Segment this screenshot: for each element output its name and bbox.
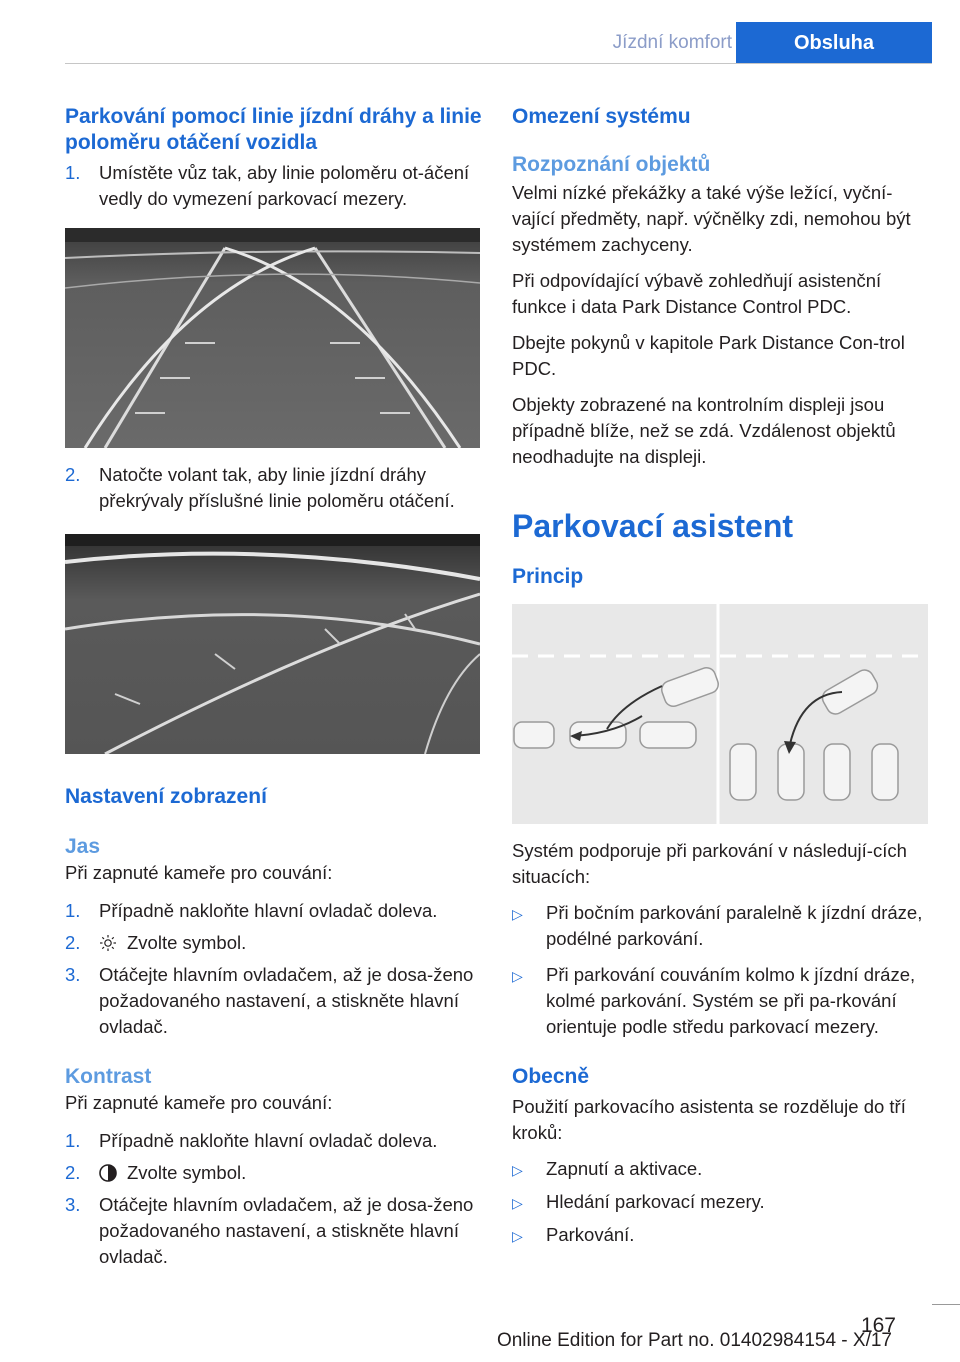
header-divider — [65, 63, 932, 64]
contrast-intro: Při zapnuté kameře pro couvání: — [65, 1092, 333, 1113]
heading-principle: Princip — [512, 565, 584, 588]
footer-divider — [932, 1304, 960, 1305]
general-step-2: ▷ Hledání parkovací mezery. — [512, 1189, 932, 1216]
page-number: 167 — [860, 1314, 896, 1337]
para-pdc: Při odpovídající výbavě zohledňují asistenční funkce i data Park Distance Control PDC. — [512, 270, 882, 317]
heading-system-limits: Omezení systému — [512, 105, 691, 128]
heading-brightness: Jas — [65, 835, 101, 858]
brightness-step-1: 1. Případně nakloňte hlavní ovladač doleva. — [65, 900, 438, 921]
situation-parallel: ▷ Při bočním parkování paralelně k jízdní dráze, podélné parkování. — [512, 900, 932, 952]
left-column — [65, 104, 483, 1270]
situation-perpendicular: ▷ Při parkování couváním kolmo k jízdní dráze, kolmé parkování. Systém se při pa‐rkování orientuje podle středu parkovací mezery. — [512, 962, 932, 1040]
triangle-right-icon: ▷ — [512, 1162, 523, 1178]
brightness-step-2: 2. Zvolte symbol. — [65, 930, 483, 956]
contrast-step-3: 3. Otáčejte hlavním ovladačem, až je dosa‐ženo požadovaného nastavení, a stiskněte hlavní ovladač. — [65, 1194, 474, 1267]
camera-view-overlap-lines — [65, 534, 480, 754]
general-step-3: ▷ Parkování. — [512, 1222, 932, 1249]
para-pdc-chapter: Dbejte pokynů v kapitole Park Distance Con‐trol PDC. — [512, 332, 905, 379]
sun-icon — [99, 930, 117, 956]
heading-contrast: Kontrast — [65, 1065, 152, 1088]
para-display-distance: Objekty zobrazené na kontrolním displeji jsou případně blíže, než se zdá. Vzdálenost objektů neodhadujte na displeji. — [512, 394, 896, 467]
right-column — [512, 104, 932, 1249]
camera-view-radius-lines — [65, 228, 480, 448]
parking-diagram — [512, 604, 928, 824]
camera-image-2 — [65, 534, 480, 754]
para-situations: Systém podporuje při parkování v následují‐cích situacích: — [512, 840, 907, 887]
contrast-step-2: 2. Zvolte symbol. — [65, 1160, 483, 1186]
header-section-title: Jízdní komfort — [612, 32, 732, 53]
heading-parking-assistant: Parkovací asistent — [512, 508, 794, 544]
step-2: 2. Natočte volant tak, aby linie jízdní dráhy překrývaly příslušné linie poloměru otáčení. — [65, 464, 455, 511]
general-step-1: ▷ Zapnutí a aktivace. — [512, 1156, 932, 1183]
heading-parking-lines: Parkování pomocí linie jízdní dráhy a linie poloměru otáčení vozidla — [65, 105, 482, 154]
parking-scenarios-illustration — [512, 604, 928, 824]
heading-display-settings: Nastavení zobrazení — [65, 785, 267, 808]
contrast-step-1: 1. Případně nakloňte hlavní ovladač doleva. — [65, 1130, 438, 1151]
triangle-right-icon: ▷ — [512, 968, 523, 984]
camera-image-1 — [65, 228, 480, 448]
triangle-right-icon: ▷ — [512, 1228, 523, 1244]
para-objects: Velmi nízké překážky a také výše ležící, vyční‐vající předměty, např. výčnělky zdi, nemohou být systémem zachyceny. — [512, 182, 911, 255]
triangle-right-icon: ▷ — [512, 906, 523, 922]
footer-edition: Online Edition for Part no. 01402984154 - X/17 — [496, 1330, 892, 1351]
heading-object-detection: Rozpoznání objektů — [512, 153, 711, 176]
header-tab: Obsluha — [736, 22, 932, 64]
brightness-intro: Při zapnuté kameře pro couvání: — [65, 862, 333, 883]
step-1: 1. Umístěte vůz tak, aby linie poloměru ot‐áčení vedly do vymezení parkovací mezery. — [65, 162, 470, 209]
brightness-step-3: 3. Otáčejte hlavním ovladačem, až je dosa‐ženo požadovaného nastavení, a stiskněte hlavní ovladač. — [65, 964, 474, 1037]
triangle-right-icon: ▷ — [512, 1195, 523, 1211]
heading-general: Obecně — [512, 1065, 590, 1088]
half-circle-icon — [99, 1160, 119, 1186]
para-steps-intro: Použití parkovacího asistenta se rozděluje do tří kroků: — [512, 1096, 906, 1143]
